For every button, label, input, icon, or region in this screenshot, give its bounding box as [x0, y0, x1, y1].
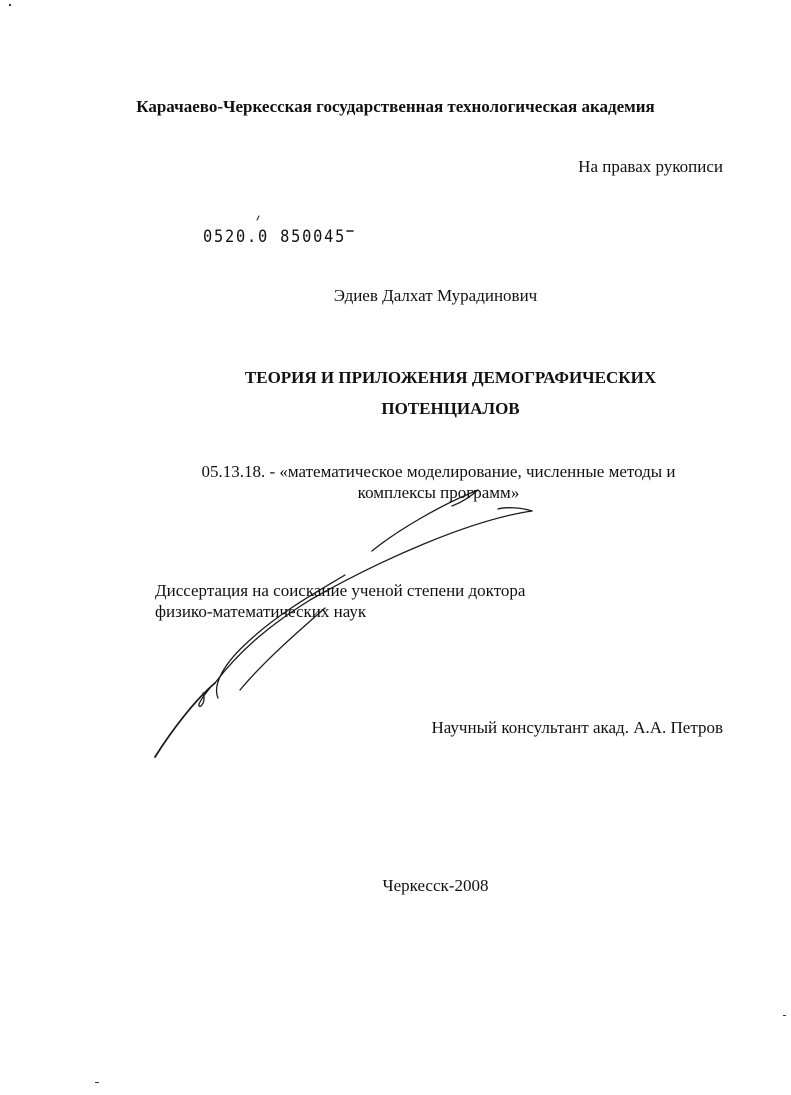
degree-line-2: физико-математических наук: [155, 602, 367, 621]
catalog-number: 0520.0 850045: [203, 227, 347, 247]
scan-speck: [783, 1015, 786, 1016]
catalog-accent-mark: [257, 216, 259, 220]
dissertation-title: [0, 362, 791, 424]
specialty-code: [0, 461, 791, 503]
signature-stroke-7: [199, 688, 210, 706]
scientific-consultant: Научный консультант акад. А.А. Петров: [431, 718, 723, 737]
city-year: Черкесск-2008: [382, 876, 489, 895]
institution-name: Карачаево-Черкесская государственная технологическая академия: [136, 97, 655, 116]
author-name: Эдиев Далхат Мурадинович: [333, 286, 538, 305]
title-line-1: ТЕОРИЯ И ПРИЛОЖЕНИЯ ДЕМОГРАФИЧЕСКИХ: [244, 368, 657, 387]
signature-stroke-6: [155, 683, 215, 757]
title-line-2: ПОТЕНЦИАЛОВ: [381, 399, 520, 418]
scan-speck: [9, 4, 11, 6]
scan-speck: [95, 1082, 99, 1083]
rights-note: На правах рукописи: [578, 157, 723, 176]
signature-stroke-4: [498, 508, 532, 511]
degree-statement: [155, 580, 525, 622]
specialty-line-1: 05.13.18. - «математическое моделирование, численные методы и: [201, 462, 676, 481]
specialty-line-2: комплексы программ»: [357, 483, 520, 502]
degree-line-1: Диссертация на соискание ученой степени доктора: [155, 581, 526, 600]
